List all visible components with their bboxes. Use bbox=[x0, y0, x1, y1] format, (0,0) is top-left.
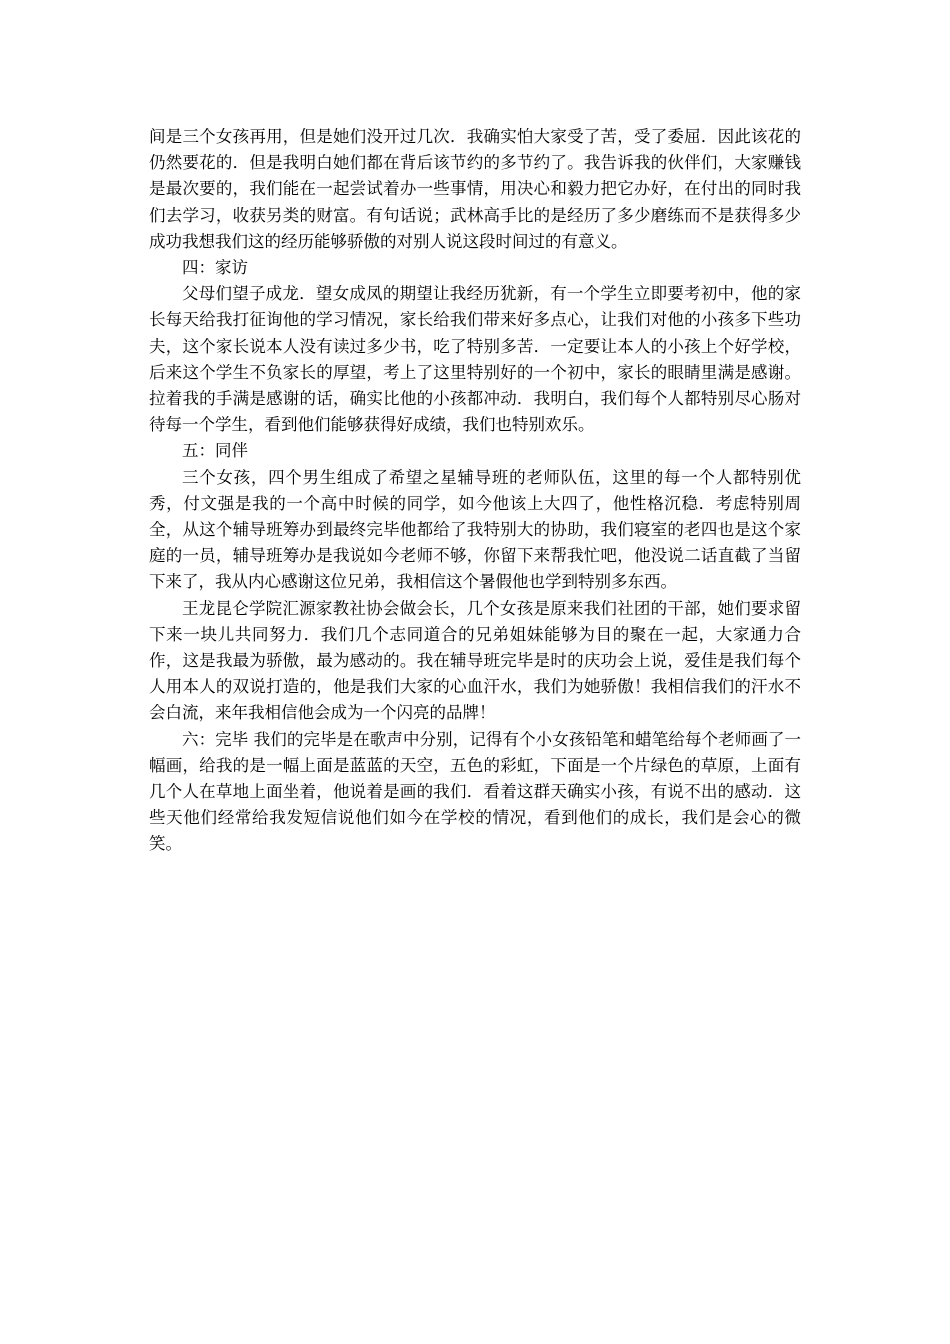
section-heading-companions: 五：同伴 bbox=[182, 441, 248, 461]
section-heading-home-visit: 四：家访 bbox=[182, 258, 248, 278]
paragraph-ending: 六：完毕 我们的完毕是在歌声中分别，记得有个小女孩铅笔和蜡笔给每个老师画了一幅画，给我的是一幅上面是蓝蓝的天空，五色的彩虹，下面是一个片绿色的草原，上面有几个人在草地上面坐着，他说着是画的我们．看着这群天确实小孩，有说不出的感动．这些天他们经常给我发短信说他们如今在学校的情况，看到他们的成长，我们是会心的微笑。 bbox=[149, 729, 801, 854]
paragraph-continuation: 间是三个女孩再用，但是她们没开过几次．我确实怕大家受了苦，受了委屈．因此该花的仍然要花的．但是我明白她们都在背后该节约的多节约了。我告诉我的伙伴们，大家赚钱是最次要的，我们能在一起尝试着办一些事情，用决心和毅力把它办好，在付出的同时我们去学习，收获另类的财富。有句话说；武林高手比的是经历了多少磨练而不是获得多少成功我想我们这的经历能够骄傲的对别人说这段时间过的有意义。 bbox=[149, 127, 801, 251]
paragraph-home-visit: 父母们望子成龙．望女成凤的期望让我经历犹新，有一个学生立即要考初中，他的家长每天给我打征询他的学习情况，家长给我们带来好多点心，让我们对他的小孩多下些功夫，这个家长说本人没有读过多少书，吃了特别多苦．一定要让本人的小孩上个好学校，后来这个学生不负家长的厚望，考上了这里特别好的一个初中，家长的眼睛里满是感谢。拉着我的手满是感谢的话，确实比他的小孩都冲动．我明白，我们每个人都特别尽心肠对待每一个学生，看到他们能够获得好成绩，我们也特别欢乐。 bbox=[149, 284, 801, 435]
paragraph-companions-association: 王龙昆仑学院汇源家教社协会做会长，几个女孩是原来我们社团的干部，她们要求留下来一块儿共同努力．我们几个志同道合的兄弟姐妹能够为目的聚在一起，大家通力合作，这是我最为骄傲，最为感动的。我在辅导班完毕是时的庆功会上说，爱佳是我们每个人用本人的双说打造的，他是我们大家的心血汗水，我们为她骄傲！我相信我们的汗水不会白流，来年我相信他会成为一个闪亮的品牌！ bbox=[149, 598, 801, 723]
paragraph-companions-team: 三个女孩，四个男生组成了希望之星辅导班的老师队伍，这里的每一个人都特别优秀，付文强是我的一个高中时候的同学，如今他该上大四了，他性格沉稳．考虑特别周全，从这个辅导班筹办到最终完毕他都给了我特别大的协助，我们寝室的老四也是这个家庭的一员，辅导班筹办是我说如今老师不够，你留下来帮我忙吧，他没说二话直截了当留下来了，我从内心感谢这位兄弟，我相信这个暑假他也学到特别多东西。 bbox=[149, 467, 801, 592]
document-body bbox=[149, 124, 801, 858]
